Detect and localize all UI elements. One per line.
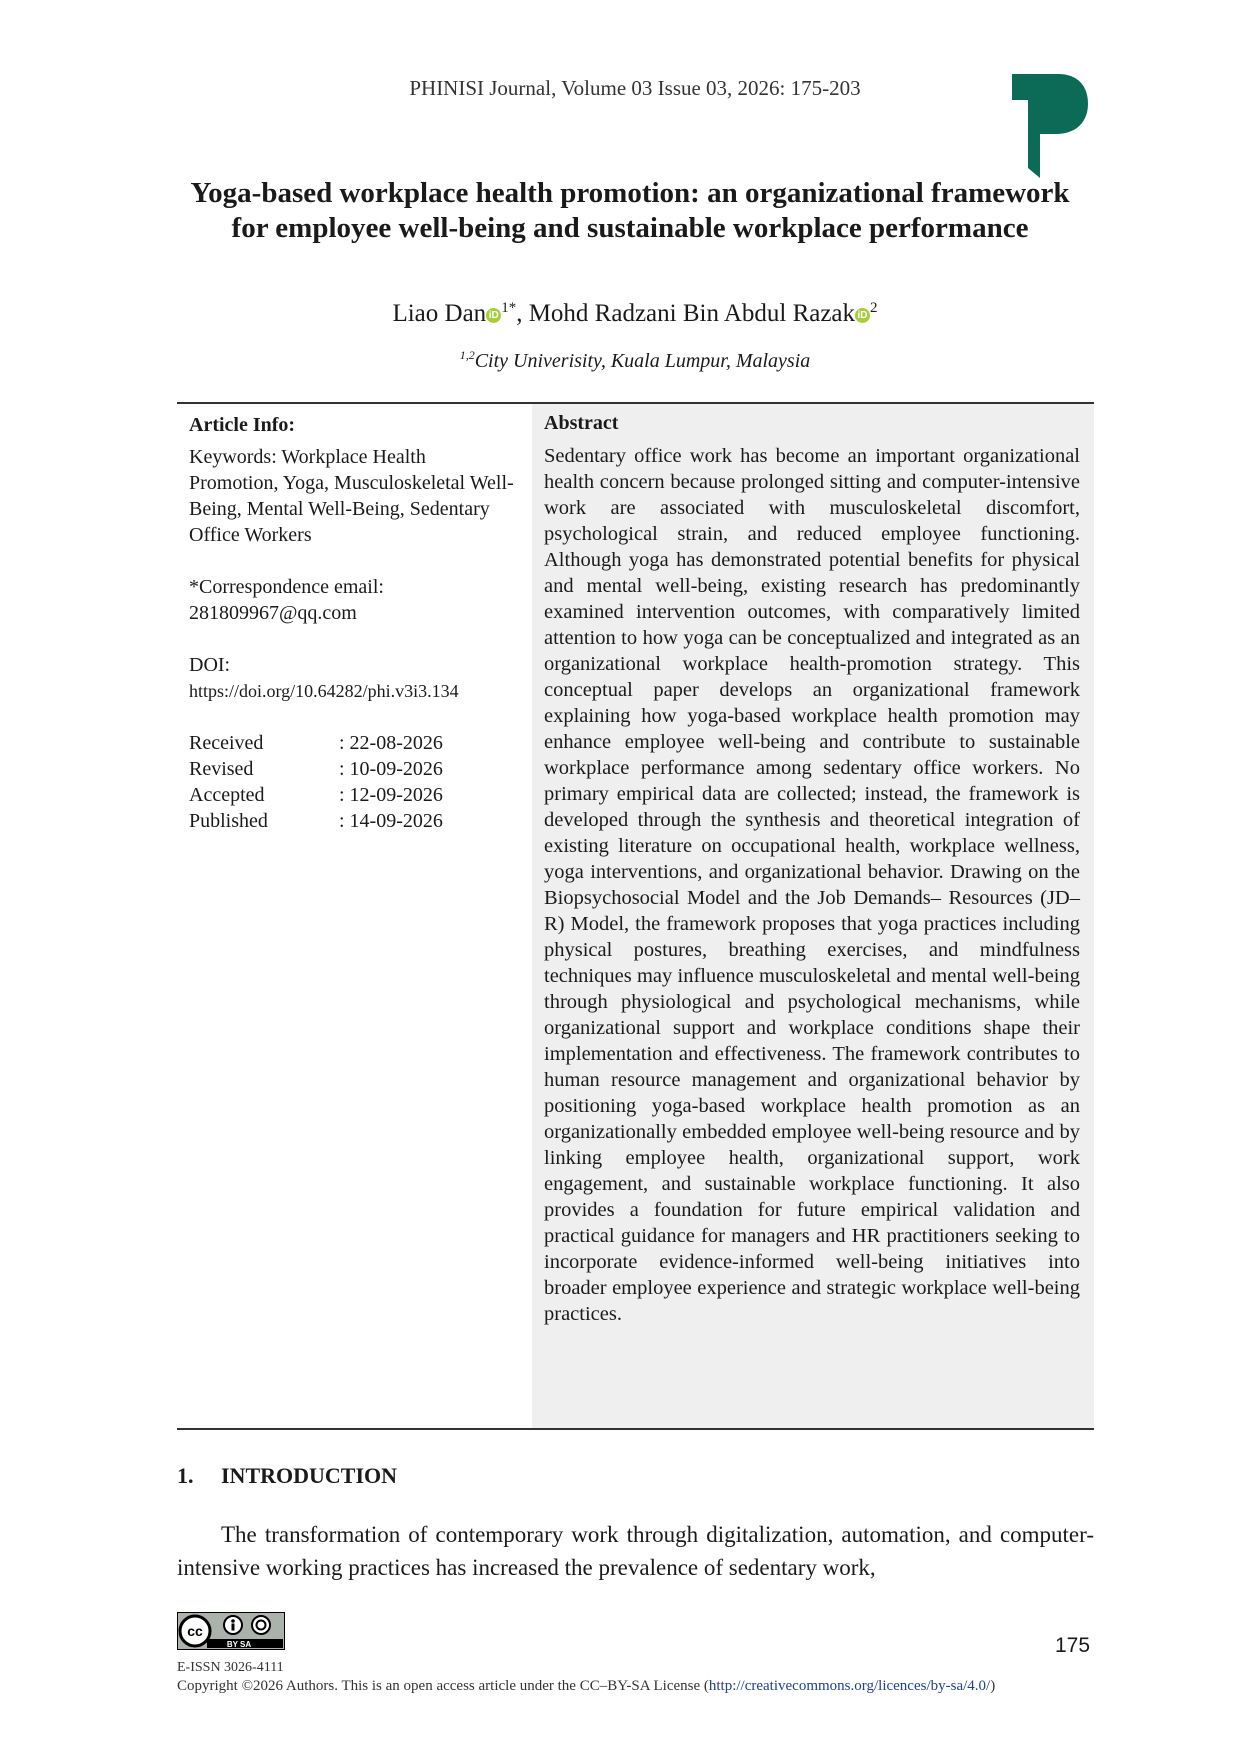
paper-title: Yoga-based workplace health promotion: an organizational framework for employee well-being and sustainable workplace performance bbox=[190, 177, 1070, 244]
doi-link[interactable]: https://doi.org/10.64282/phi.v3i3.134 bbox=[189, 681, 459, 701]
copyright-close: ) bbox=[990, 1678, 996, 1694]
article-info-heading: Article Info: bbox=[189, 414, 296, 436]
author-superscript: 2 bbox=[870, 300, 878, 316]
date-value: : 14-09-2026 bbox=[339, 810, 443, 832]
date-row bbox=[189, 756, 443, 782]
date-label: Accepted bbox=[189, 784, 265, 806]
svg-text:cc: cc bbox=[187, 1623, 203, 1639]
affiliation-text: City Univerisity, Kuala Lumpur, Malaysia bbox=[474, 350, 811, 372]
section-number: 1. bbox=[177, 1463, 194, 1488]
date-value: : 12-09-2026 bbox=[339, 784, 443, 806]
page-number: 175 bbox=[1055, 1634, 1091, 1657]
running-head: PHINISI Journal, Volume 03 Issue 03, 2026: 175-203 bbox=[409, 76, 861, 100]
abstract-heading: Abstract bbox=[544, 412, 619, 434]
date-row bbox=[189, 730, 443, 756]
section-title: INTRODUCTION bbox=[221, 1463, 398, 1488]
cc-by-sa-icon[interactable] bbox=[177, 1612, 285, 1650]
affiliation bbox=[0, 348, 1240, 373]
author-line bbox=[0, 300, 1240, 328]
affiliation-superscript: 1,2 bbox=[459, 348, 475, 362]
correspondence-email[interactable]: 281809967@qq.com bbox=[189, 602, 357, 624]
doi-label: DOI: bbox=[189, 654, 231, 676]
date-label: Published bbox=[189, 810, 268, 832]
article-info-column bbox=[189, 412, 519, 834]
license-link[interactable]: http://creativecommons.org/licences/by-sa/4.0/ bbox=[708, 1678, 991, 1694]
author-superscript: 1* bbox=[501, 300, 517, 316]
author-name: Mohd Radzani Bin Abdul Razak bbox=[528, 300, 856, 327]
date-row bbox=[189, 808, 443, 834]
date-label: Revised bbox=[189, 758, 254, 780]
date-row bbox=[189, 782, 443, 808]
keywords: Keywords: Workplace Health Promotion, Yoga, Musculoskeletal Well-Being, Mental Well-Being, Sedentary Office Workers bbox=[189, 446, 514, 546]
abstract-text: Sedentary office work has become an important organizational health concern because prolonged sitting and computer-intensive work are associated with musculoskeletal discomfort, psychological strain, and reduced employee functioning. Although yoga has demonstrated potential benefits for physical and mental well-being, existing research has predominantly examined intervention outcomes, with comparatively limited attention to how yoga can be conceptualized and integrated as an organizational workplace health-promotion strategy. This conceptual paper develops an organizational framework explaining how yoga-based workplace health promotion may enhance employee well-being and contribute to sustainable workplace performance among sedentary office workers. No primary empirical data are collected; instead, the framework is developed through the synthesis and theoretical integration of existing literature on occupational health, workplace wellness, yoga interventions, and organizational behavior. Drawing on the Biopsychosocial Model and the Job Demands– Resources (JD–R) Model, the framework proposes that yoga practices including physical postures, breathing exercises, and mindfulness techniques may influence musculoskeletal and mental well-being through physiological and psychological mechanisms, while organizational support and workplace conditions shape their implementation and effectiveness. The framework contributes to human resource management and organizational behavior by positioning yoga-based workplace health promotion as an organizationally embedded employee well-being resource and by linking employee health, organizational support, work engagement, and sustainable workplace functioning. It also provides a foundation for future empirical validation and practical guidance for managers and HR practitioners seeking to incorporate evidence-informed well-being initiatives into broader employee experience and strategic workplace well-being practices. bbox=[544, 445, 1080, 1325]
journal-p-logo bbox=[1010, 72, 1090, 180]
cc-label: BY SA bbox=[226, 1640, 252, 1649]
doi bbox=[189, 652, 519, 704]
article-info-table bbox=[177, 402, 1094, 1430]
author-separator: , bbox=[516, 300, 529, 327]
abstract-column bbox=[532, 404, 1094, 1428]
article-dates bbox=[189, 730, 443, 834]
date-label: Received bbox=[189, 732, 264, 754]
issn: E-ISSN 3026-4111 bbox=[177, 1660, 284, 1675]
copyright-text: Copyright ©2026 Authors. This is an open access article under the CC–BY-SA License ( bbox=[177, 1678, 709, 1694]
correspondence bbox=[189, 574, 519, 626]
intro-paragraph: The transformation of contemporary work through digitalization, automation, and computer-intensive working practices has increased the prevalence of sedentary work, bbox=[177, 1522, 1094, 1580]
section-heading bbox=[177, 1463, 397, 1489]
correspondence-label: *Correspondence email: bbox=[189, 576, 384, 598]
date-value: : 22-08-2026 bbox=[339, 732, 443, 754]
author-name: Liao Dan bbox=[392, 300, 487, 327]
orcid-icon[interactable]: iD bbox=[855, 308, 870, 323]
copyright-line bbox=[177, 1678, 995, 1695]
date-value: : 10-09-2026 bbox=[339, 758, 443, 780]
orcid-icon[interactable]: iD bbox=[486, 308, 501, 323]
